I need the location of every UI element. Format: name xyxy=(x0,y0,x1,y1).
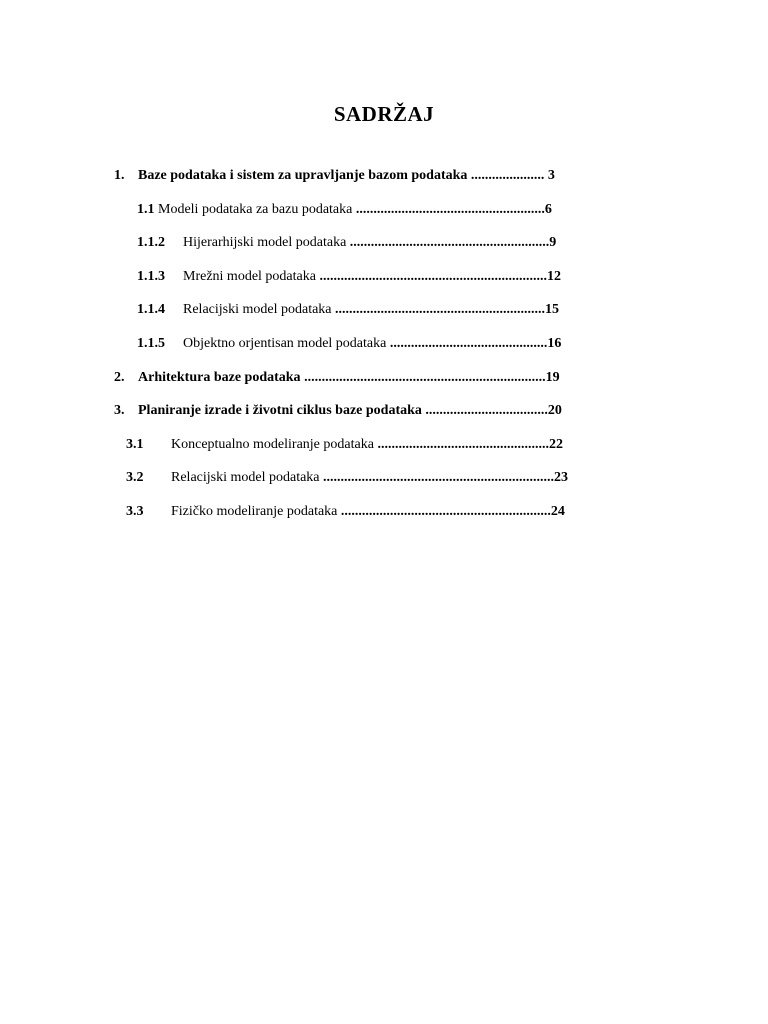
toc-entry-page: 16 xyxy=(547,336,562,351)
toc-entry-number: 3.2 xyxy=(126,470,144,485)
toc-entry-page: 19 xyxy=(545,370,560,385)
toc-entry-leader: ................................... xyxy=(421,403,548,418)
toc-entry xyxy=(137,201,552,219)
toc-entry-number: 3.1 xyxy=(126,437,144,452)
toc-entry-text: Arhitektura baze podataka xyxy=(138,370,301,385)
toc-entry xyxy=(114,369,560,387)
toc-entry-number: 1.1.2 xyxy=(137,235,165,250)
toc-entry-text: Relacijski model podataka xyxy=(183,302,332,317)
toc-entry-page: 9 xyxy=(549,235,557,250)
toc-entry xyxy=(126,436,563,454)
toc-entry-text: Planiranje izrade i životni ciklus baze podataka xyxy=(138,403,422,418)
toc-entry-text: Relacijski model podataka xyxy=(171,470,320,485)
toc-entry-leader: ................................................................. xyxy=(315,269,547,284)
toc-entry-leader: ................................................. xyxy=(373,437,549,452)
toc-entry-leader: ............................................. xyxy=(386,336,548,351)
toc-entry-text: Objektno orjentisan model podataka xyxy=(183,336,387,351)
toc-entry-text: Baze podataka i sistem za upravljanje bazom podataka xyxy=(138,168,468,183)
toc-entry-leader: ..................................................................... xyxy=(300,370,546,385)
toc-entry-leader: ..................... xyxy=(467,168,548,183)
toc-entry xyxy=(137,234,556,252)
toc-entry-leader: ...................................................... xyxy=(352,202,545,217)
toc-entry-page: 6 xyxy=(544,202,552,217)
toc-entry-page: 23 xyxy=(554,470,569,485)
toc-entry-number: 1. xyxy=(114,168,125,183)
toc-entry-number: 1.1.3 xyxy=(137,269,165,284)
toc-entry-number: 1.1 xyxy=(137,202,155,217)
toc-entry-page: 24 xyxy=(550,504,565,519)
toc-entry-number: 3.3 xyxy=(126,504,144,519)
toc-entry-page: 20 xyxy=(547,403,562,418)
toc-entry-number: 1.1.4 xyxy=(137,302,165,317)
toc-entry-text: Konceptualno modeliranje podataka xyxy=(171,437,374,452)
toc-entry-text: Mrežni model podataka xyxy=(183,269,316,284)
toc-entry-text: Hijerarhijski model podataka xyxy=(183,235,347,250)
toc-entry-leader: .................................................................. xyxy=(319,470,555,485)
toc-entry xyxy=(126,469,568,487)
toc-entry-text: Modeli podataka za bazu podataka xyxy=(158,202,353,217)
toc-entry-page: 15 xyxy=(545,302,560,317)
toc-entry xyxy=(137,301,559,319)
toc-entry xyxy=(114,167,555,185)
toc-entry-page: 12 xyxy=(546,269,561,284)
toc-entry-leader: ............................................................ xyxy=(331,302,546,317)
toc-entry-leader: ......................................................... xyxy=(346,235,550,250)
toc-entry-page: 3 xyxy=(547,168,555,183)
toc-entry xyxy=(137,268,561,286)
toc-title: SADRŽAJ xyxy=(333,102,435,126)
toc-entry-number: 3. xyxy=(114,403,125,418)
toc-entry-number: 1.1.5 xyxy=(137,336,165,351)
toc-entry xyxy=(126,503,565,521)
toc-entry xyxy=(137,335,561,353)
toc-entry xyxy=(114,402,562,420)
toc-entry-leader: ............................................................ xyxy=(337,504,551,519)
toc-entry-text: Fizičko modeliranje podataka xyxy=(171,504,338,519)
toc-entry-page: 22 xyxy=(548,437,563,452)
toc-entry-number: 2. xyxy=(114,370,125,385)
